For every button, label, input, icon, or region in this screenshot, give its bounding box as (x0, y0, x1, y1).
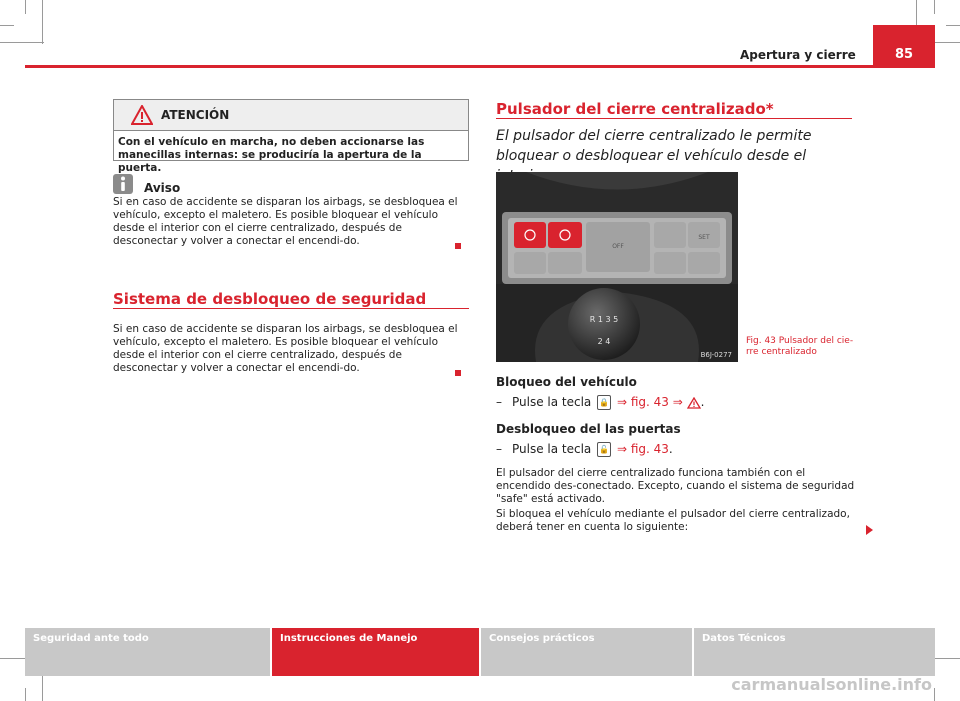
step-dash: – (496, 442, 502, 456)
header-rule (25, 65, 935, 68)
figure-caption: Fig. 43 Pulsador del cie-rre centralizado (746, 336, 854, 357)
crop-mark (0, 42, 44, 43)
info-note-icon (113, 174, 133, 194)
unlock-key-icon: 🔓 (597, 442, 611, 457)
section-title-pulsador: Pulsador del cierre centralizado* (496, 100, 774, 118)
off-button-label: OFF (612, 243, 624, 250)
step-desbloqueo (496, 442, 673, 457)
warning-box (113, 99, 469, 174)
gear-pattern-row2: 2 4 (597, 337, 611, 346)
crop-mark (25, 0, 26, 14)
section-title-desbloqueo: Sistema de desbloqueo de seguridad (113, 290, 427, 308)
paragraph-encendido: El pulsador del cierre centralizado funciona también con el encendido des-conectado. Excepto, cuando el sistema de seguridad "safe" está activado. (496, 467, 855, 505)
set-button-label: SET (698, 234, 710, 241)
gear-pattern-row1: R 1 3 5 (589, 315, 619, 324)
subheading-desbloqueo: Desbloqueo del las puertas (496, 422, 681, 436)
end-of-section-mark (455, 370, 461, 376)
subheading-bloqueo: Bloqueo del vehículo (496, 375, 637, 389)
center-console-illustration (496, 172, 738, 362)
note-title: Aviso (144, 181, 181, 195)
section-lead-text: El pulsador del cierre centralizado le permite bloquear o desbloquear el vehículo desde el (496, 128, 812, 164)
step-suffix: . (668, 442, 673, 456)
warning-reference-icon[interactable] (687, 397, 701, 409)
footer-tab-consejos[interactable]: Consejos prácticos (481, 628, 692, 676)
step-dash: – (496, 395, 502, 409)
warning-text: Con el vehículo en marcha, no deben accionarse las manecillas internas: se produciría la apertura de la puerta. (118, 136, 425, 174)
figure-reference-link[interactable]: ⇒ fig. 43 (616, 442, 669, 456)
footer-tab-seguridad[interactable]: Seguridad ante todo (25, 628, 270, 676)
figure-reference-link[interactable]: ⇒ fig. 43 ⇒ (616, 395, 683, 409)
section-rule (113, 308, 469, 309)
crop-mark (0, 25, 14, 26)
footer-tab-datos[interactable]: Datos Técnicos (694, 628, 935, 676)
crop-mark (25, 688, 26, 701)
crop-mark (934, 0, 935, 14)
step-bloqueo (496, 395, 704, 410)
crop-mark (946, 25, 960, 26)
section-left-text: Si en caso de accidente se disparan los airbags, se desbloquea el vehículo, excepto el maletero. Es posible bloquear el vehículo desde el interior con el cierre centralizado, después de desconectar y volver a conectar el encendi-do. (113, 323, 458, 374)
continue-arrow-icon (866, 525, 873, 535)
warning-title: ATENCIÓN (161, 108, 230, 122)
running-header-title: Apertura y cierre (740, 48, 856, 62)
paragraph-bloqueo-pulsador: Si bloquea el vehículo mediante el pulsador del cierre centralizado, deberá tener en cuenta lo siguiente: (496, 508, 850, 533)
crop-mark (934, 688, 935, 701)
figure-code: B6J-0277 (700, 351, 732, 359)
figure-43-photo (496, 172, 738, 362)
end-of-section-mark (455, 243, 461, 249)
watermark: carmanualsonline.info (731, 675, 932, 694)
lock-key-icon: 🔒 (597, 395, 611, 410)
warning-header (114, 100, 468, 131)
step-text: Pulse la tecla (512, 395, 592, 409)
footer-tab-instrucciones[interactable]: Instrucciones de Manejo (272, 628, 479, 676)
step-text: Pulse la tecla (512, 442, 592, 456)
crop-mark (42, 0, 43, 44)
section-rule (496, 118, 852, 119)
page-number: 85 (873, 25, 935, 68)
note-text: Si en caso de accidente se disparan los airbags, se desbloquea el vehículo, excepto el maletero. Es posible bloquear el vehículo desde el interior con el cierre centralizado, después de desconectar y volver a conectar el encendi-do. (113, 196, 458, 247)
step-suffix: . (700, 395, 705, 409)
warning-triangle-icon (131, 105, 153, 125)
